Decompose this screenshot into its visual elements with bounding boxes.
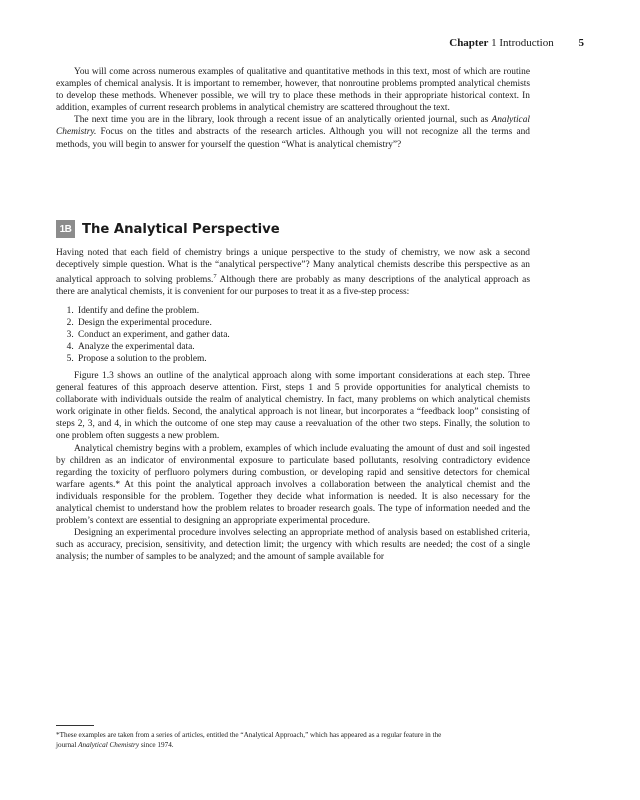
footnote <box>56 731 456 750</box>
section-paragraph-1-start: Having noted that each field of chemistry brings a unique perspective to the study of chemistry, we now ask a second deceptively simple question. What is the “analytical perspective”? Many analytical chemists describe this perspective as an analytical approach to solving problems. <box>56 248 530 286</box>
page-number: 5 <box>578 37 584 49</box>
section-paragraph-1 <box>56 247 530 299</box>
list-item: 5. Propose a solution to the problem. <box>76 353 530 365</box>
chapter-number: 1 <box>491 37 497 49</box>
intro-text <box>56 66 530 151</box>
section-paragraph-1-end: Although there are probably as many descriptions of the analytical approach as there are analytical chemists, it is convenient for our purposes to treat it as a five-step process: <box>56 275 530 298</box>
footnote-marker: * <box>115 479 121 490</box>
section-paragraph-4: Designing an experimental procedure involves selecting an appropriate method of analysis based on established criteria, such as accuracy, precision, sensitivity, and detection limit; the urgency with which results are needed; the cost of a single analysis; the number of samples to be analyzed; and the amount of sample available for <box>56 528 530 563</box>
list-item: 4. Analyze the experimental data. <box>76 341 530 353</box>
intro-paragraph-2-end: Focus on the titles and abstracts of the research articles. Although you will not recognize all the terms and methods, you will begin to answer for yourself the question “What is analytical chemistry”? <box>56 127 530 150</box>
list-item: 2. Design the experimental procedure. <box>76 317 530 329</box>
section-title: The Analytical Perspective <box>82 221 280 237</box>
intro-paragraph-2-start: The next time you are in the library, look through a recent issue of an analytically oriented journal, such as <box>74 115 492 126</box>
journal-title: Analytical Chemistry. <box>56 115 530 138</box>
running-head <box>56 36 584 50</box>
citation-superscript: 7 <box>213 273 217 281</box>
section-paragraph-3-start: Analytical chemistry begins with a problem, examples of which include evaluating the amount of dust and soil ingested by children as an indicator of environmental exposure to particulate based pollutants, resolving contradictory evidence regarding the toxicity of perfluoro polymers during combustion, or developing rapid and sensitive detectors for chemical warfare agents. <box>56 443 530 490</box>
footnote-end: since 1974. <box>139 740 174 749</box>
section-text <box>56 247 530 563</box>
section-paragraph-2: Figure 1.3 shows an outline of the analytical approach along with some important considerations at each step. Three general features of this approach deserve attention. First, steps 1 and 5 provide opportunities for analytical chemists to collaborate with individuals outside the realm of analytical chemistry. In fact, many problems on which analytical chemists work originate in other fields. Second, the analytical approach is not linear, but incorporates a “feedback loop” consisting of steps 2, 3, and 4, in which the outcome of one step may cause a reevaluation of the other two steps. Finally, the solution to one problem often suggests a new problem. <box>56 370 530 442</box>
list-item: 3. Conduct an experiment, and gather data. <box>76 329 530 341</box>
intro-paragraph-2 <box>56 114 530 150</box>
section-number-badge: 1B <box>56 220 75 238</box>
footnote-divider <box>56 725 94 726</box>
section-paragraph-3 <box>56 443 530 528</box>
section-heading <box>56 219 530 239</box>
intro-paragraph-1: You will come across numerous examples of qualitative and quantitative methods in this text, most of which are routine examples of chemical analysis. It is important to remember, however, that nonroutine problems prompted analytical chemists to develop these methods. Whenever possible, we will try to place these methods in their appropriate historical context. In addition, examples of current research problems in analytical chemistry are scattered throughout the text. <box>56 67 530 114</box>
list-item: 1. Identify and define the problem. <box>76 305 530 317</box>
five-step-list <box>56 305 530 365</box>
footnote-start: *These examples are taken from a series of articles, entitled the “Analytical Approach,” which has appeared as a regular feature in the journal <box>56 731 442 749</box>
chapter-title: Introduction <box>499 37 554 49</box>
section-paragraph-3-end: At this point the analytical approach involves a collaboration between the analytical chemist and the individuals responsible for the problem. Together they decide what information is needed. It is also necessary for the analytical chemist to understand how the problem relates to broader research goals. The type of information needed and the problem’s context are essential to designing an appropriate experimental procedure. <box>56 479 530 527</box>
footnote-journal: Analytical Chemistry <box>78 740 140 749</box>
chapter-label: Chapter <box>449 37 489 49</box>
